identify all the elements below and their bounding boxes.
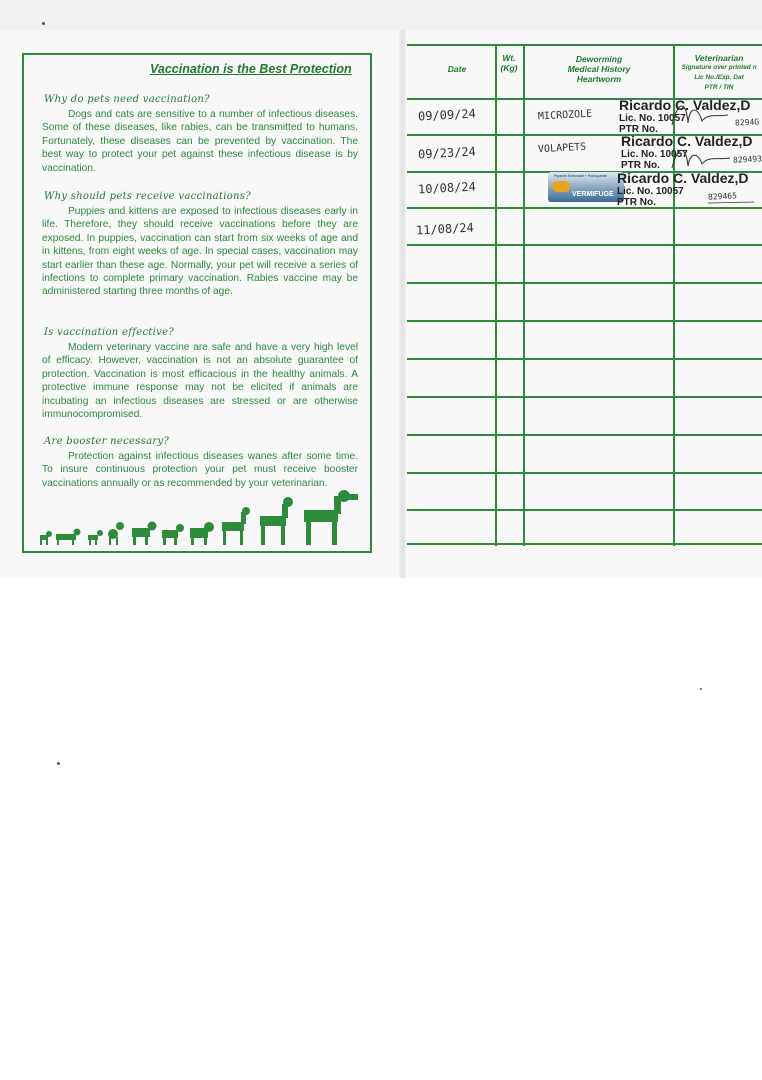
vet-ptr: PTR No. <box>619 124 658 135</box>
ptr-value: 829465 <box>707 191 738 202</box>
header-medical-history <box>525 54 673 84</box>
answer-paragraph: Modern veterinary vaccine are safe and have a very high level of efficacy. However, vaccination is not an absolute guarantee of protection. Vaccination is most efficacious in the healthy animals. A protective immune response may not be elicited if animals are incubating an infectious diseases are stressed or are otherwise immunocompromised. <box>42 342 358 421</box>
scan-speck <box>700 688 702 690</box>
row-date: 09/09/24 <box>417 106 477 124</box>
vet-signature-underline <box>706 192 756 206</box>
vermifuge-sticker <box>548 172 624 202</box>
row-date: 10/08/24 <box>417 179 477 197</box>
vet-signature <box>668 95 738 135</box>
row-date: 11/08/24 <box>415 220 475 238</box>
vet-ptr: PTR No. <box>617 197 656 208</box>
table-rule <box>407 434 762 436</box>
table-rule <box>407 320 762 322</box>
vet-license: Lic. No. 10057 <box>619 113 686 124</box>
sticker-caption: Pyrantel Embonate + Praziquantel <box>554 174 608 178</box>
scan-background-top <box>0 0 762 30</box>
question-heading: Is vaccination effective? <box>44 327 175 338</box>
table-column-rule <box>495 44 497 546</box>
dog-silhouette-icon <box>304 490 358 545</box>
header-line: Deworming <box>575 54 623 64</box>
ptr-value: 829493 <box>732 154 762 165</box>
dog-silhouette-icon <box>222 507 250 545</box>
header-weight <box>495 53 523 73</box>
vet-license: Lic. No. 10057 <box>621 149 688 160</box>
table-rule <box>407 44 762 46</box>
answer-paragraph: Dogs and cats are sensitive to a number of infectious diseases. Some of these diseases, like rabies, can be transmitted to humans. Fortunately, these diseases can be prevented by vaccination. The best way to protect your pet against these infectious disease is by vaccination. <box>42 109 358 174</box>
header-weight-line: Wt. <box>502 53 516 63</box>
table-rule <box>407 358 762 360</box>
table-rule <box>407 472 762 474</box>
dog-silhouette-icon <box>88 530 103 545</box>
header-weight-unit: (Kg) <box>500 63 518 73</box>
booklet-fold <box>399 30 407 578</box>
dog-silhouettes-illustration <box>38 490 366 548</box>
sticker-label: VERMIFUGE <box>572 191 614 198</box>
row-history: VOLAPETS <box>537 141 587 156</box>
header-line: Signature over printed n <box>681 64 757 71</box>
answer-paragraph: Puppies and kittens are exposed to infectious diseases early in life. Therefore, they should receive vaccinations before they are exposed. In puppies, vaccination can start from six weeks of age and in kittens, from eight weeks of age. In special cases, vaccination may start earlier than these age. Normally, your pet will receive a series of infections to complete primary vaccination. Rabies vaccine may be administered starting three months of age. <box>42 206 358 298</box>
question-heading: Why should pets receive vaccinations? <box>44 191 251 202</box>
header-line: Lic No./Exp. Dat <box>694 74 744 81</box>
dog-silhouette-icon <box>108 522 124 545</box>
dog-silhouette-icon <box>40 531 52 545</box>
header-line: PTR / TIN <box>704 84 734 91</box>
dog-silhouette-icon <box>132 522 157 546</box>
vet-name: Ricardo C. Valdez,D <box>617 170 749 186</box>
question-heading: Why do pets need vaccination? <box>44 94 210 105</box>
header-line: Veterinarian <box>694 53 744 63</box>
dog-silhouette-icon <box>190 522 214 545</box>
scan-speck <box>57 762 60 765</box>
table-column-rule <box>523 44 525 546</box>
brand-logo-icon <box>552 181 570 192</box>
dog-silhouette-icon <box>162 524 184 545</box>
row-history: MICROZOLE <box>537 108 593 123</box>
info-title: Vaccination is the Best Protection <box>150 62 352 76</box>
vet-name: Ricardo C. Valdez,D <box>619 97 751 113</box>
header-veterinarian <box>676 53 762 93</box>
vet-name: Ricardo C. Valdez,D <box>621 133 753 149</box>
vet-ptr: PTR No. <box>621 160 660 171</box>
header-line: Heartworm <box>576 74 622 84</box>
header-date: Date <box>447 64 467 74</box>
table-rule <box>407 244 762 246</box>
table-rule <box>407 282 762 284</box>
scan-speck <box>42 22 45 25</box>
dog-silhouette-icon <box>56 529 81 546</box>
answer-paragraph: Protection against infectious diseases wanes after some time. To insure continuous protection your pet must receive booster vaccinations annually or as recommended by your veterinarian. <box>42 451 358 489</box>
vet-license: Lic. No. 10057 <box>617 186 684 197</box>
dog-silhouette-icon <box>260 497 293 545</box>
table-rule <box>407 543 762 545</box>
table-rule <box>407 396 762 398</box>
row-date: 09/23/24 <box>417 144 477 162</box>
ptr-value: 8294G <box>734 117 760 128</box>
vet-signature <box>668 140 738 176</box>
question-heading: Are booster necessary? <box>44 436 170 447</box>
header-line: Medical History <box>567 64 631 74</box>
table-rule <box>407 509 762 511</box>
